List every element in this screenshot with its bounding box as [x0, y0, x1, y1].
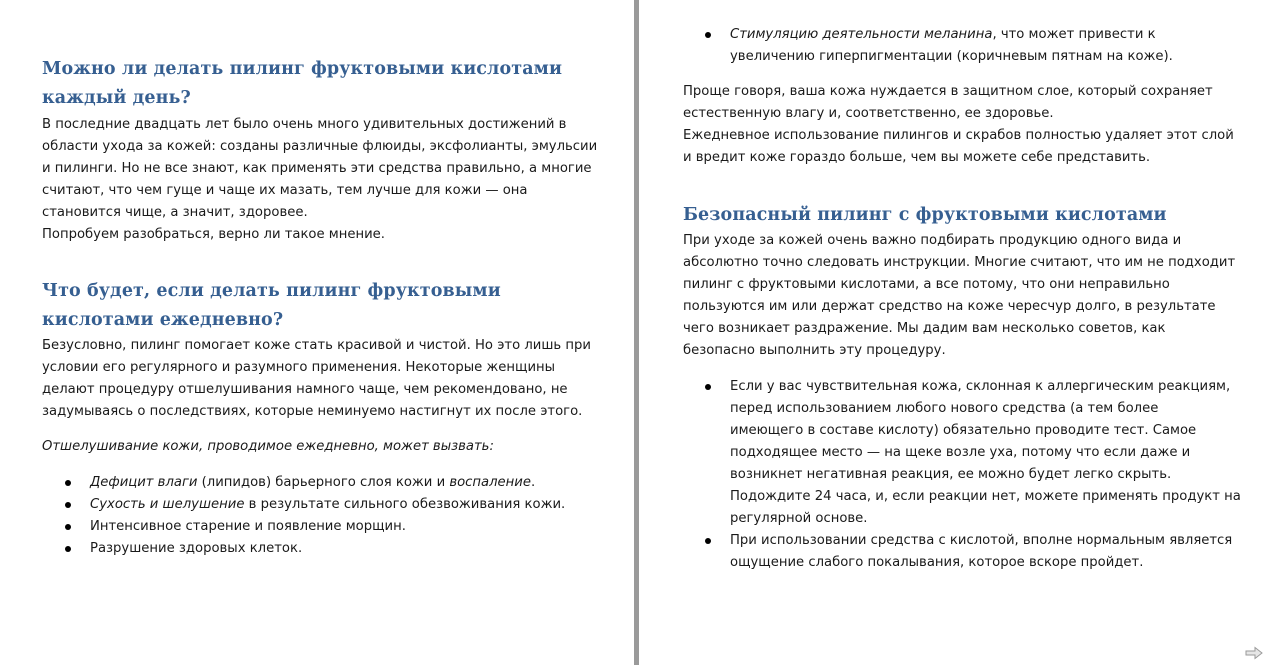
- text-line: возникнет негативная реакция, ее можно будет легко скрыть.: [730, 467, 1172, 482]
- text-line: ощущение слабого покалывания, которое вскоре пройдет.: [730, 555, 1144, 570]
- list-item: [682, 376, 1262, 530]
- text: в результате сильного обезвоживания кожи.: [244, 497, 566, 512]
- text-line: безопасно выполнить эту процедуру.: [683, 343, 946, 358]
- italic-text: Сухость и шелушение: [90, 497, 245, 512]
- text: Разрушение здоровых клеток.: [90, 541, 303, 556]
- italic-text: Дефицит влаги: [90, 475, 198, 490]
- text-line: имеющего в составе кислоту) обязательно проводите тест. Самое: [730, 423, 1197, 438]
- text-line: области ухода за кожей: созданы различные флюиды, эксфолианты, эмульсии: [42, 139, 598, 154]
- text-line: чего возникает раздражение. Мы дадим вам несколько советов, как: [683, 321, 1166, 336]
- list-item: [682, 24, 1262, 68]
- document-page-right: [639, 0, 1269, 665]
- heading-line: каждый день?: [42, 88, 191, 108]
- text-line: Если у вас чувствительная кожа, склонная к аллергическим реакциям,: [730, 379, 1231, 394]
- paragraph-safe-use: [683, 230, 1263, 362]
- text-line: естественную влагу и, соответственно, ее здоровье.: [683, 106, 1054, 121]
- text: увеличению гиперпигментации (коричневым пятнам на коже).: [730, 49, 1173, 64]
- text-line: задумываясь о последствиях, которые неминуемо настигнут их после этого.: [42, 404, 583, 419]
- heading-what-happens: [42, 277, 622, 335]
- text-line: пилинг с фруктовыми кислотами, а все потому, что они неправильно: [683, 277, 1170, 292]
- text: Интенсивное старение и появление морщин.: [90, 519, 406, 534]
- text-line: Проще говоря, ваша кожа нуждается в защитном слое, который сохраняет: [683, 84, 1213, 99]
- heading-daily-peeling: [42, 55, 622, 113]
- italic-text: воспаление: [449, 475, 531, 490]
- text-line: Безусловно, пилинг помогает коже стать красивой и чистой. Но это лишь при: [42, 338, 591, 353]
- bullet-list-continued: [682, 24, 1262, 68]
- text-line: подходящее место — на щеке возле уха, потому что если даже и: [730, 445, 1191, 460]
- heading-safe-peeling: [683, 201, 1263, 230]
- text-line: делают процедуру отшелушивания намного чаще, чем рекомендовано, не: [42, 382, 568, 397]
- document-page-left: [0, 0, 634, 665]
- bullet-list-effects: [42, 472, 622, 560]
- text: , что может привести к: [992, 27, 1156, 42]
- italic-text: Отшелушивание кожи, проводимое ежедневно, может вызвать:: [42, 439, 494, 454]
- list-item: [42, 516, 622, 538]
- text-line: и пилинги. Но не все знают, как применять эти средства правильно, а многие: [42, 161, 592, 176]
- text-line: В последние двадцать лет было очень много удивительных достижений в: [42, 117, 567, 132]
- arrow-right-icon[interactable]: [1245, 646, 1263, 660]
- heading-line: Безопасный пилинг с фруктовыми кислотами: [683, 205, 1167, 225]
- paragraph-italic-intro: [42, 436, 622, 458]
- list-item: [42, 538, 622, 560]
- text-line: и вредит коже гораздо больше, чем вы можете себе представить.: [683, 150, 1151, 165]
- heading-line: Можно ли делать пилинг фруктовыми кислотами: [42, 59, 563, 79]
- text-line: регулярной основе.: [730, 511, 868, 526]
- text: .: [530, 475, 536, 490]
- list-item: [42, 472, 622, 494]
- text-line: пользуются им или держат средство на коже чересчур долго, в результате: [683, 299, 1216, 314]
- text-line: При уходе за кожей очень важно подбирать продукцию одного вида и: [683, 233, 1182, 248]
- heading-line: Что будет, если делать пилинг фруктовыми: [42, 281, 501, 301]
- heading-line: кислотами ежедневно?: [42, 310, 284, 330]
- text-line: При использовании средства с кислотой, вполне нормальным является: [730, 533, 1233, 548]
- paragraph-protective-layer: [683, 81, 1263, 169]
- text: (липидов) барьерного слоя кожи и: [197, 475, 450, 490]
- text-line: становится чище, а значит, здоровее.: [42, 205, 308, 220]
- text-line: абсолютно точно следовать инструкции. Многие считают, что им не подходит: [683, 255, 1236, 270]
- text-line: перед использованием любого нового средства (а тем более: [730, 401, 1159, 416]
- list-item: [42, 494, 622, 516]
- text-line: Ежедневное использование пилингов и скрабов полностью удаляет этот слой: [683, 128, 1234, 143]
- text-line: условии его регулярного и разумного применения. Некоторые женщины: [42, 360, 556, 375]
- list-item: [682, 530, 1262, 574]
- paragraph-intro: [42, 114, 622, 246]
- text-line: считают, что чем гуще и чаще их мазать, тем лучше для кожи — она: [42, 183, 528, 198]
- italic-text: Стимуляцию деятельности меланина: [730, 27, 993, 42]
- bullet-list-tips: [682, 376, 1262, 574]
- text-line: Попробуем разобраться, верно ли такое мнение.: [42, 227, 385, 242]
- text-line: Подождите 24 часа, и, если реакции нет, можете применять продукт на: [730, 489, 1241, 504]
- paragraph-consequences: [42, 335, 622, 423]
